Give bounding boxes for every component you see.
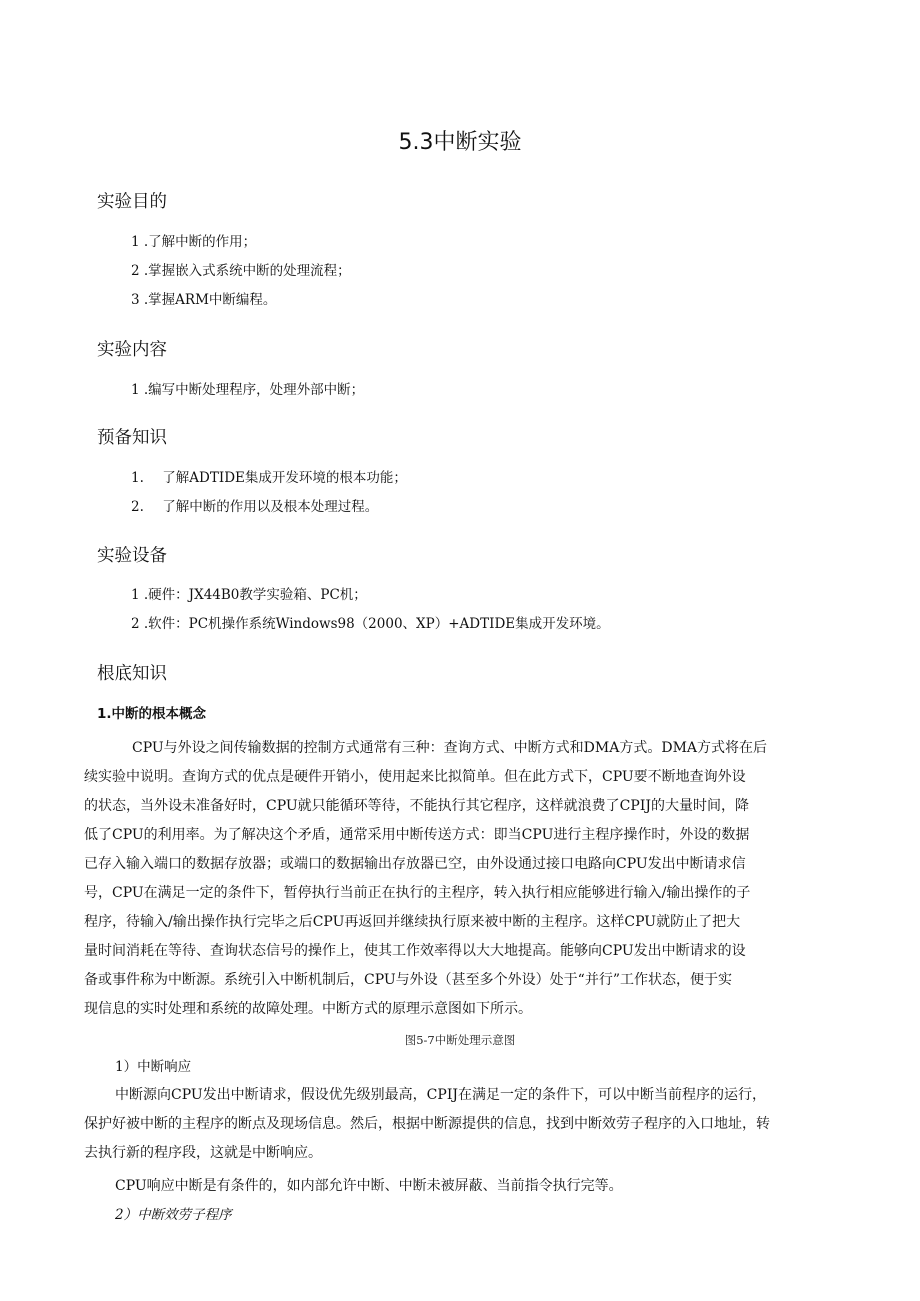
list-item [131,497,378,517]
list-item [131,232,256,252]
list-item-text: .了解中断的作用； [143,234,257,250]
list-item-number: 2 [131,263,140,279]
list-item-number: 1 [131,382,140,398]
list-item [131,261,351,281]
paragraph-line: 号，CPU在满足一定的条件下，暂停执行当前正在执行的主程序，转入执行相应能够进行输入/输出操作的子 [84,885,751,901]
paragraph-line: 量时间消耗在等待、查询状态信号的操作上，使其工作效率得以大大地提高。能够向CPU发出中断请求的设 [84,943,746,959]
paragraph-line: 备或事件称为中断源。系统引入中断机制后，CPU与外设（甚至多个外设）处于“并行”工作状态，便于实 [84,972,732,988]
list-item [131,468,407,488]
list-item-text: 了解ADTIDE集成开发环境的根本功能； [162,470,407,486]
list-item-number: 3 [131,292,140,308]
subheading-interrupt-service: 2）中断效劳子程序 [115,1207,232,1223]
heading-prereq: 预备知识 [97,428,167,448]
list-item-number: 1 [131,587,140,603]
list-item-number: 1. [131,470,144,486]
heading-purpose: 实验目的 [97,192,167,212]
paragraph-line: 已存入输入端口的数据存放器；或端口的数据输出存放器已空，由外设通过接口电路向CPU发出中断请求信 [84,856,746,872]
list-item-text: .软件：PC机操作系统Windows98（2000、XP）+ADTIDE集成开发环境。 [143,616,610,632]
subheading-interrupt-concept: 1.中断的根本概念 [97,706,207,722]
list-item-text: .硬件：JX44B0教学实验箱、PC机； [143,587,367,603]
page-title: 5.3中断实验 [398,130,522,155]
paragraph-line: 现信息的实时处理和系统的故障处理。中断方式的原理示意图如下所示。 [84,1001,532,1017]
list-item-text: .掌握嵌入式系统中断的处理流程； [143,263,351,279]
list-item-number: 2 [131,616,140,632]
figure-caption: 图5-7中断处理示意图 [404,1033,516,1047]
paragraph-line: CPU响应中断是有条件的，如内部允许中断、中断未被屏蔽、当前指令执行完等。 [115,1178,623,1194]
subheading-interrupt-response: 1）中断响应 [115,1059,192,1075]
paragraph-line: 中断源向CPU发出中断请求，假设优先级别最高，CPIJ在满足一定的条件下，可以中断当前程序的运行， [115,1087,766,1103]
response-paragraph [84,1081,836,1168]
paragraph-line: 保护好被中断的主程序的断点及现场信息。然后，根据中断源提供的信息，找到中断效劳子程序的入口地址，转 [84,1116,770,1132]
body-paragraph [84,734,836,1024]
list-item [131,380,364,400]
paragraph-line: CPU与外设之间传输数据的控制方式通常有三种：查询方式、中断方式和DMA方式。DMA方式将在后 [132,740,768,756]
paragraph-line: 程序，待输入/输出操作执行完毕之后CPU再返回并继续执行原来被中断的主程序。这样CPU就防止了把大 [84,914,741,930]
paragraph-line: 的状态，当外设未准备好时，CPU就只能循环等待，不能执行其它程序，这样就浪费了CPIJ的大量时间，降 [84,798,749,814]
heading-content: 实验内容 [97,340,167,360]
list-item [131,585,367,605]
list-item-number: 1 [131,234,140,250]
list-item [131,614,610,634]
list-item-text: .掌握ARM中断编程。 [143,292,277,308]
list-item-number: 2. [131,499,144,515]
paragraph-line: 去执行新的程序段，这就是中断响应。 [84,1145,322,1161]
heading-basics: 根底知识 [97,664,167,684]
list-item-text: 了解中断的作用以及根本处理过程。 [162,499,379,515]
paragraph-line: 续实验中说明。查询方式的优点是硬件开销小，使用起来比拟简单。但在此方式下，CPU要不断地查询外设 [84,769,746,785]
list-item [131,290,276,310]
paragraph-line: 低了CPU的利用率。为了解决这个矛盾，通常采用中断传送方式：即当CPU进行主程序操作时，外设的数据 [84,827,750,843]
condition-paragraph [115,1172,836,1201]
list-item-text: .编写中断处理程序，处理外部中断； [143,382,365,398]
heading-equipment: 实验设备 [97,546,167,566]
